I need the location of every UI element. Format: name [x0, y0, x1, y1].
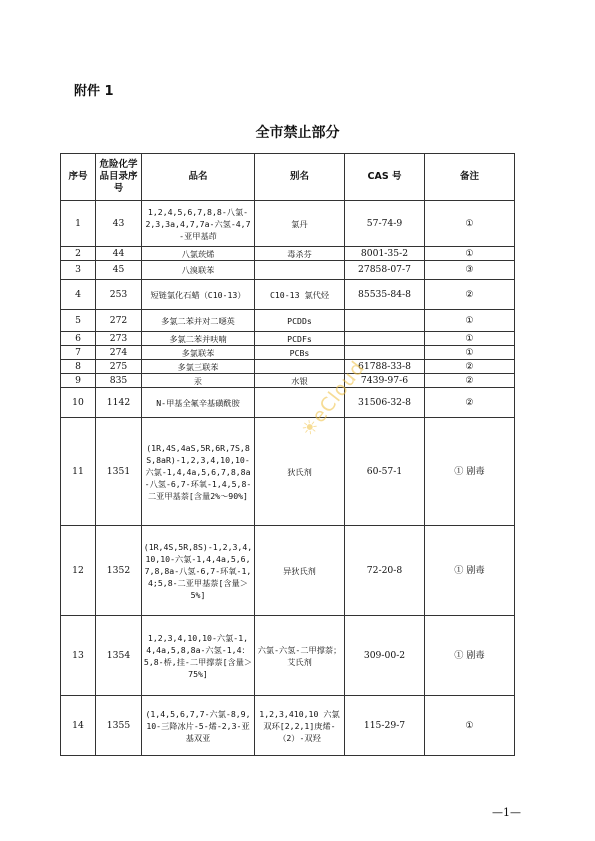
cell-alias: PCBs: [255, 346, 345, 360]
cell-alias: 水银: [255, 374, 345, 388]
table-row: [61, 201, 515, 247]
table-row: [61, 346, 515, 360]
cell-no: 1: [61, 201, 96, 247]
cell-name: 八溴联苯: [142, 261, 255, 280]
cell-note: ①: [425, 201, 515, 247]
cell-cas: 60-57-1: [345, 418, 425, 526]
cell-name: 多氯二苯并对二噁英: [142, 310, 255, 332]
cell-name: 多氯三联苯: [142, 360, 255, 374]
cell-note: ①: [425, 247, 515, 261]
header-alias: 别名: [255, 154, 345, 201]
cell-catalog: 1351: [96, 418, 142, 526]
cell-no: 10: [61, 388, 96, 418]
cell-name: 1,2,3,4,10,10-六氯-1,4,4a,5,8,8a-六氢-1,4：5,8-桥,挂-二甲撑萘[含量＞75%]: [142, 616, 255, 696]
cell-catalog: 45: [96, 261, 142, 280]
cell-cas: 27858-07-7: [345, 261, 425, 280]
cell-cas: 85535-84-8: [345, 280, 425, 310]
table-row: [61, 526, 515, 616]
cell-no: 12: [61, 526, 96, 616]
cell-alias: 异狄氏剂: [255, 526, 345, 616]
table-header-row: [61, 154, 515, 201]
cell-catalog: 272: [96, 310, 142, 332]
cell-alias: PCDFs: [255, 332, 345, 346]
cell-note: ②: [425, 374, 515, 388]
cell-no: 6: [61, 332, 96, 346]
cell-no: 7: [61, 346, 96, 360]
cell-cas: [345, 346, 425, 360]
table-row: [61, 261, 515, 280]
cell-note: ①: [425, 346, 515, 360]
cell-cas: 72-20-8: [345, 526, 425, 616]
cell-alias: C10-13 氯代烃: [255, 280, 345, 310]
cell-name: 八氯莰烯: [142, 247, 255, 261]
cell-catalog: 1352: [96, 526, 142, 616]
header-cas: CAS 号: [345, 154, 425, 201]
cell-no: 13: [61, 616, 96, 696]
cell-note: ②: [425, 360, 515, 374]
cell-name: 汞: [142, 374, 255, 388]
attachment-label: 附件 1: [74, 84, 114, 99]
cell-name: (1,4,5,6,7,7-六氯-8,9,10-三降冰片-5-烯-2,3-亚基双亚: [142, 696, 255, 756]
table-row: [61, 418, 515, 526]
table-row: [61, 310, 515, 332]
cell-catalog: 273: [96, 332, 142, 346]
watermark-logo: ☀eCloud: [296, 356, 370, 442]
cell-catalog: 43: [96, 201, 142, 247]
cell-catalog: 1354: [96, 616, 142, 696]
cell-no: 9: [61, 374, 96, 388]
cell-alias: 狄氏剂: [255, 418, 345, 526]
header-catalog: 危险化学品目录序号: [96, 154, 142, 201]
cell-note: ②: [425, 388, 515, 418]
cell-no: 14: [61, 696, 96, 756]
table-row: [61, 696, 515, 756]
cell-cas: 57-74-9: [345, 201, 425, 247]
cell-note: ① 剧毒: [425, 526, 515, 616]
header-name: 品名: [142, 154, 255, 201]
cell-cas: 8001-35-2: [345, 247, 425, 261]
cell-alias: [255, 360, 345, 374]
cell-name: (1R,4S,5R,8S)-1,2,3,4,10,10-六氯-1,4,4a,5,6,7,8,8a-八氢-6,7-环氧-1,4;5,8-二亚甲基萘[含量＞5%]: [142, 526, 255, 616]
cell-cas: [345, 332, 425, 346]
header-no: 序号: [61, 154, 96, 201]
cell-no: 3: [61, 261, 96, 280]
cell-cas: 61788-33-8: [345, 360, 425, 374]
cell-name: N-甲基全氟辛基磺酰胺: [142, 388, 255, 418]
cell-catalog: 274: [96, 346, 142, 360]
cell-name: 1,2,4,5,6,7,8,8-八氯-2,3,3a,4,7,7a-六氢-4,7-亚甲基茚: [142, 201, 255, 247]
cell-name: 多氯联苯: [142, 346, 255, 360]
cell-note: ①: [425, 696, 515, 756]
cell-alias: [255, 261, 345, 280]
chemical-table: [60, 153, 515, 756]
cell-cas: 7439-97-6: [345, 374, 425, 388]
cell-catalog: 1355: [96, 696, 142, 756]
cell-no: 8: [61, 360, 96, 374]
watermark-text: eCloud: [307, 356, 370, 428]
table-row: [61, 616, 515, 696]
table-row: [61, 360, 515, 374]
cell-catalog: 44: [96, 247, 142, 261]
table-row: [61, 247, 515, 261]
table-row: [61, 388, 515, 418]
cell-alias: 1,2,3,410,10 六氯双环[2,2,1]庚烯-（2）-双羟: [255, 696, 345, 756]
cell-no: 2: [61, 247, 96, 261]
cell-alias: 毒杀芬: [255, 247, 345, 261]
cell-note: ①: [425, 310, 515, 332]
cell-catalog: 275: [96, 360, 142, 374]
cell-catalog: 253: [96, 280, 142, 310]
table-row: [61, 332, 515, 346]
table-row: [61, 374, 515, 388]
cell-cas: 309-00-2: [345, 616, 425, 696]
cell-note: ②: [425, 280, 515, 310]
cell-note: ① 剧毒: [425, 418, 515, 526]
cell-note: ③: [425, 261, 515, 280]
cell-note: ①: [425, 332, 515, 346]
cell-name: 多氯二苯并呋喃: [142, 332, 255, 346]
cell-cas: 31506-32-8: [345, 388, 425, 418]
cell-cas: [345, 310, 425, 332]
cell-note: ① 剧毒: [425, 616, 515, 696]
page-number: —1—: [492, 806, 521, 819]
cell-alias: 氯丹: [255, 201, 345, 247]
cell-alias: 六氯-六氢-二甲撑萘；艾氏剂: [255, 616, 345, 696]
cell-catalog: 1142: [96, 388, 142, 418]
cell-no: 5: [61, 310, 96, 332]
cell-no: 4: [61, 280, 96, 310]
page-title: 全市禁止部分: [255, 125, 340, 141]
table-row: [61, 280, 515, 310]
cell-cas: 115-29-7: [345, 696, 425, 756]
cell-name: 短链氯化石蜡（C10-13）: [142, 280, 255, 310]
cell-catalog: 835: [96, 374, 142, 388]
header-note: 备注: [425, 154, 515, 201]
cell-name: (1R,4S,4aS,5R,6R,7S,8S,8aR)-1,2,3,4,10,10-六氯-1,4,4a,5,6,7,8,8a-八氢-6,7-环氧-1,4,5,8-二亚甲基萘[含量2%～90%]: [142, 418, 255, 526]
cell-alias: PCDDs: [255, 310, 345, 332]
cell-no: 11: [61, 418, 96, 526]
